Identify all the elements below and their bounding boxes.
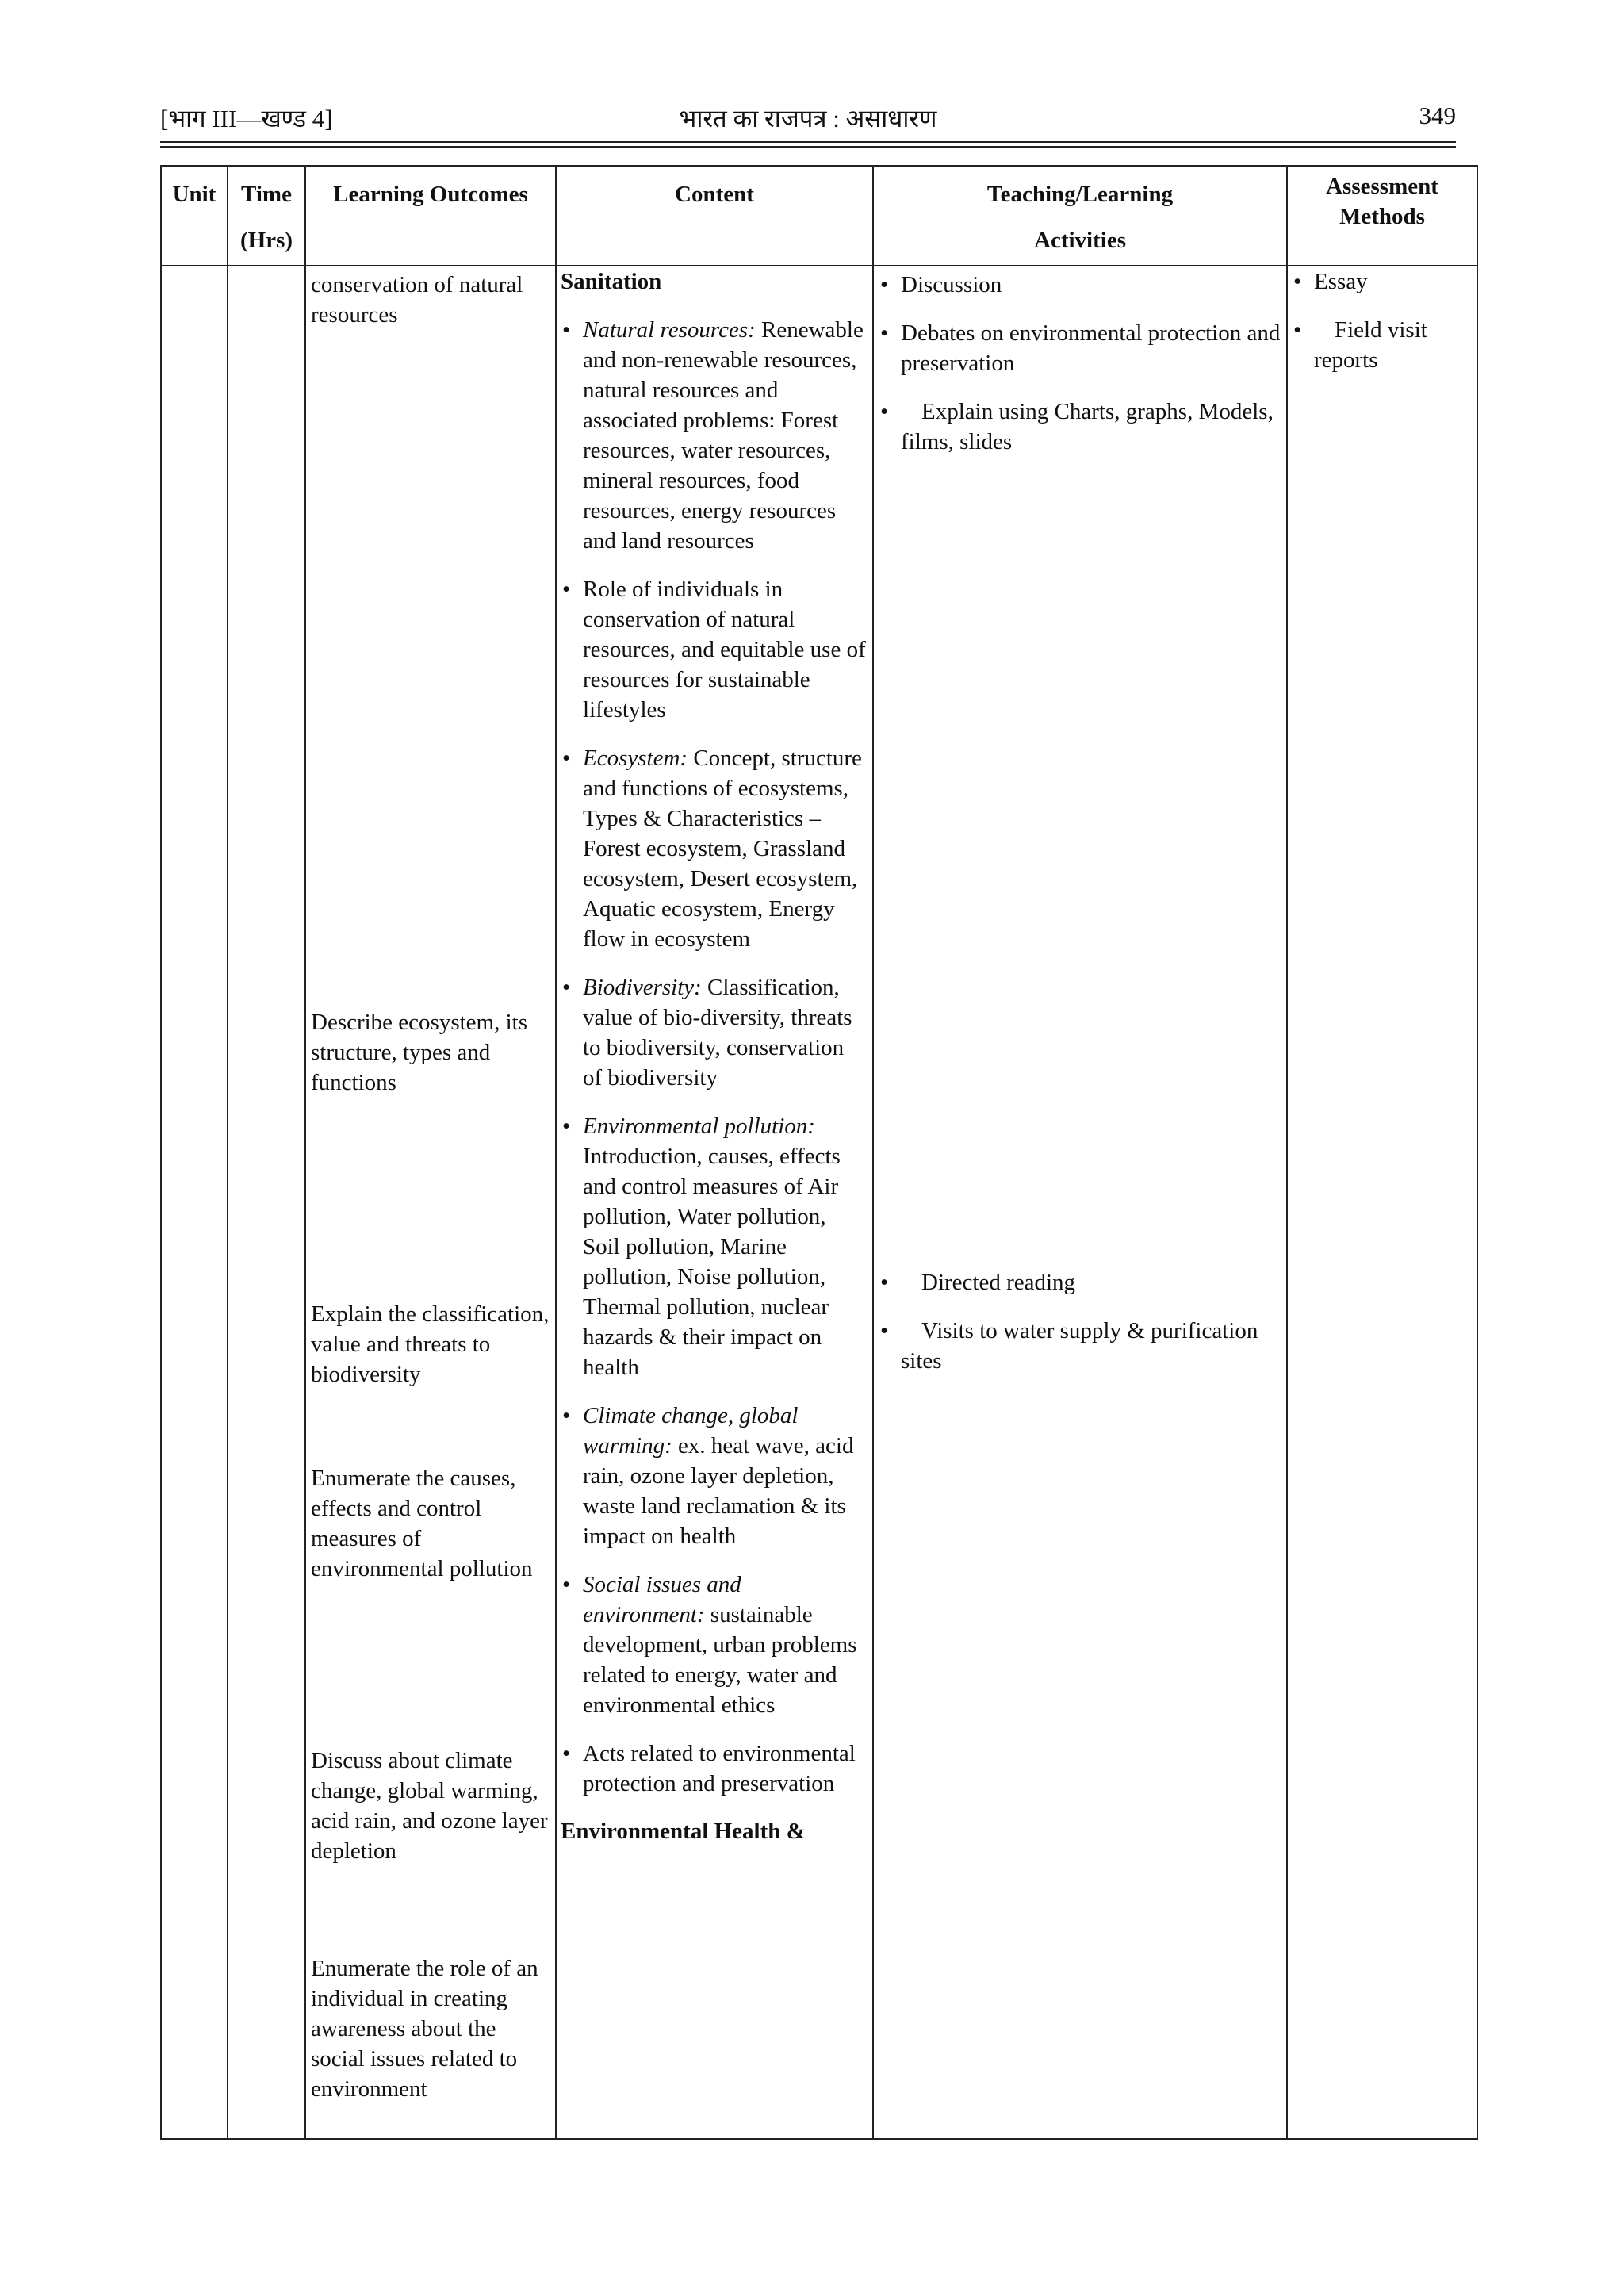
learning-outcome: Enumerate the causes, effects and control measures of environmental pollution [311,1466,533,1581]
assessment-list [1292,266,1473,375]
content-cell [556,266,873,2139]
content-item: • Environmental pollution: Introduction, causes, effects and control measures of Air pollution, Water pollution, Soil pollution, Marine pollution, Noise pollution, Thermal pollution, nuclear hazards & their impact on health [561,1111,868,1382]
column-header-time: Time (Hrs) [228,166,305,266]
time-cell [228,266,305,2139]
content-heading: Sanitation [561,269,662,294]
page-number: 349 [1419,102,1456,129]
page-header [160,102,1456,144]
unit-cell [161,266,228,2139]
content-item: • Acts related to environmental protection and preservation [561,1738,868,1799]
content-item: • Social issues and environment: sustainable development, urban problems related to energy, water and environmental ethics [561,1570,868,1720]
column-header-assessment: Assessment Methods [1287,166,1477,266]
learning-outcome: Describe ecosystem, its structure, types and functions [311,1010,528,1095]
activities-list [879,1267,1281,1376]
learning-outcome: Enumerate the role of an individual in creating awareness about the social issues related to environment [311,1956,538,2102]
content-list [561,315,868,1799]
table-header-row [161,166,1477,266]
learning-outcome: conservation of natural resources [311,272,523,328]
activities-list [879,270,1281,457]
content-item: • Natural resources: Renewable and non-renewable resources, natural resources and associated problems: Forest resources, water resources, mineral resources, food resources, energy resources and land resources [561,315,868,556]
column-header-content: Content [556,166,873,266]
syllabus-table [160,165,1478,2140]
learning-outcome: Discuss about climate change, global warming, acid rain, and ozone layer depletion [311,1748,548,1864]
table-row [161,266,1477,2139]
content-item: • Biodiversity: Classification, value of bio-diversity, threats to biodiversity, conservation of biodiversity [561,972,868,1093]
activity-item: • Explain using Charts, graphs, Models, films, slides [879,397,1281,457]
activity-item: • Visits to water supply & purification sites [879,1316,1281,1376]
assessment-item: • Essay [1292,266,1473,297]
header-section-label: [भाग III—खण्ड 4] [160,105,333,132]
column-header-learning-outcomes: Learning Outcomes [305,166,556,266]
assessment-cell [1287,266,1477,2139]
header-rule-bottom [160,146,1456,148]
header-rule-top [160,141,1456,143]
content-item: • Ecosystem: Concept, structure and functions of ecosystems, Types & Characteristics – Forest ecosystem, Grassland ecosystem, Desert ecosystem, Aquatic ecosystem, Energy flow in ecosystem [561,743,868,954]
learning-outcome: Explain the classification, value and threats to biodiversity [311,1301,550,1387]
column-header-activities: Teaching/Learning Activities [873,166,1287,266]
activity-item: • Discussion [879,270,1281,300]
activity-item: • Directed reading [879,1267,1281,1297]
content-heading: Environmental Health & [561,1819,806,1844]
learning-outcomes-cell [305,266,556,2139]
assessment-item: • Field visit reports [1292,315,1473,375]
content-item: • Role of individuals in conservation of natural resources, and equitable use of resources for sustainable lifestyles [561,574,868,725]
activities-group [879,1267,1281,1376]
header-gazette-title: भारत का राजपत्र : असाधारण [679,105,937,132]
content-item: • Climate change, global warming: ex. heat wave, acid rain, ozone layer depletion, waste land reclamation & its impact on health [561,1401,868,1551]
activities-cell [873,266,1287,2139]
column-header-unit: Unit [161,166,228,266]
activities-group [879,270,1281,457]
activity-item: • Debates on environmental protection and preservation [879,318,1281,378]
